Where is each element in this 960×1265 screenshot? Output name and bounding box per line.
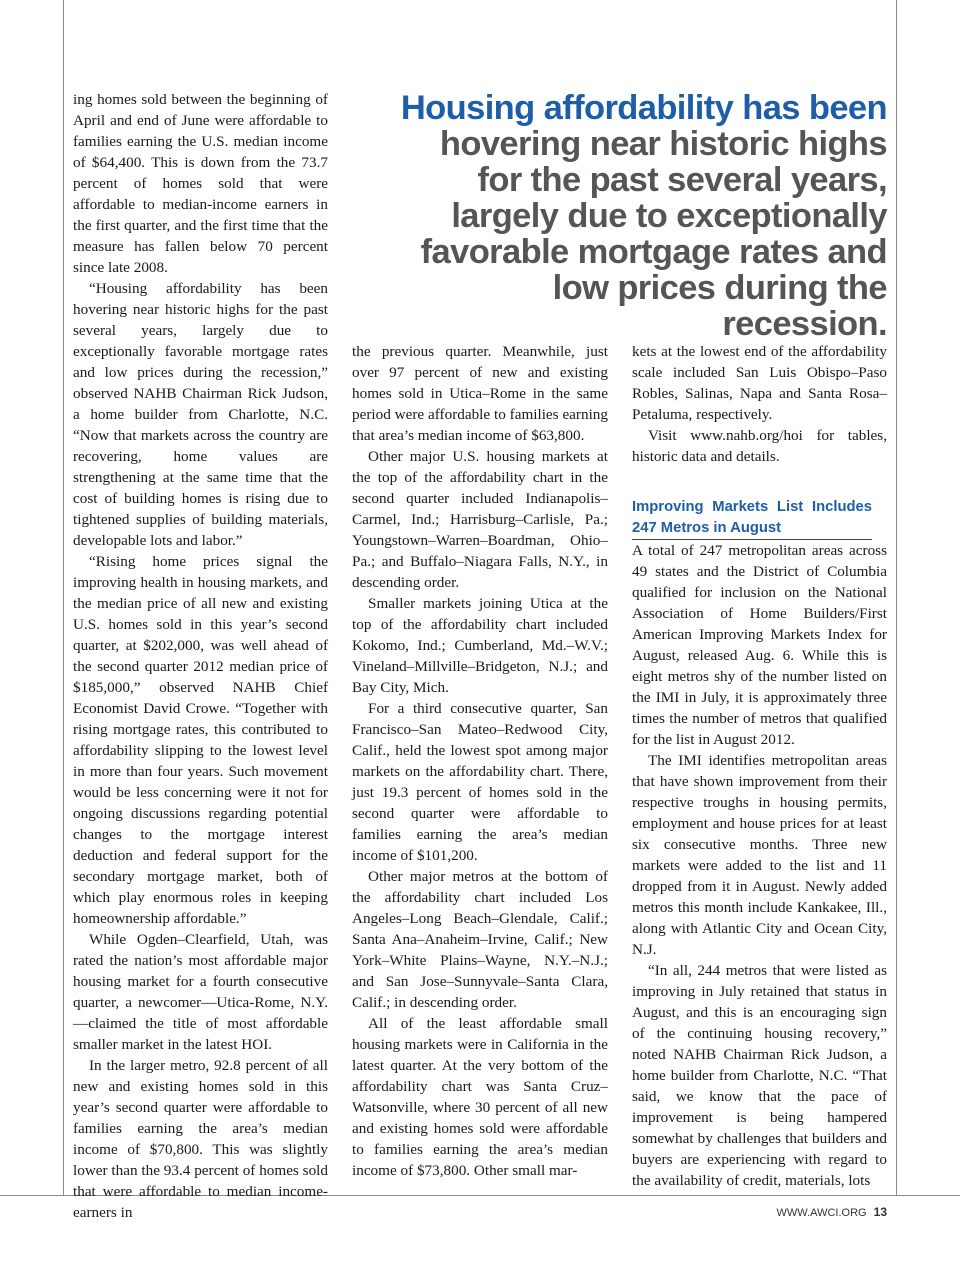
pull-quote-rest: hovering near historic highs for the past several years, largely due to exceptionally favorable mortgage rates and low prices during the recession.: [420, 125, 887, 343]
paragraph: All of the least affordable small housing markets were in California in the latest quarter. At the very bottom of the affordability chart was Santa Cruz–Watsonville, where 30 percent of all new and existing homes sold were affordable to families earning the area’s median income of $73,800. Other small mar-: [352, 1015, 608, 1179]
paragraph: ing homes sold between the beginning of April and end of June were affordable to families earning the U.S. median income of $64,400. This is down from the 73.7 percent of homes sold that were affordable to median-income earners in the first quarter, and the first time that the measure has fallen below 70 percent since late 2008.: [73, 91, 328, 276]
article-column-2: [352, 341, 608, 1181]
paragraph: kets at the lowest end of the affordability scale included San Luis Obispo–Paso Robles, Salinas, Napa and Santa Rosa–Petaluma, respectively.: [632, 343, 887, 423]
paragraph: The IMI identifies metropolitan areas that have shown improvement from their respective troughs in housing permits, employment and house prices for at least six consecutive months. Three new markets were added to the list and 11 dropped from it in August. Newly added metros this month include Kankakee, Ill., along with Atlantic City and Ocean City, N.J.: [632, 752, 887, 958]
paragraph: “Rising home prices signal the improving health in housing markets, and the median price of all new and existing U.S. homes sold in this year’s second quarter, at $202,000, was well ahead of the second quarter 2012 median price of $185,000,” observed NAHB Chief Economist David Crowe. “Together with rising mortgage rates, this contributed to affordability slipping to the lowest level in more than four years. Such movement would be less concerning were it not for ongoing discussions regarding potential changes to the mortgage interest deduction and federal support for the secondary mortgage market, both of which play enormous roles in keeping homeownership affordable.”: [73, 553, 328, 927]
paragraph: Other major U.S. housing markets at the top of the affordability chart in the second quarter included Indianapolis–Carmel, Ind.; Harrisburg–Carlisle, Pa.; Youngstown–Warren–Boardman, Ohio–Pa.; and Buffalo–Niagara Falls, N.Y., in descending order.: [352, 448, 608, 591]
footer-url: WWW.AWCI.ORG: [776, 1207, 867, 1219]
paragraph: While Ogden–Clearfield, Utah, was rated the nation’s most affordable major housing market for a fourth consecutive quarter, a newcomer—Utica-Rome, N.Y.—claimed the title of most affordable smaller market in the latest HOI.: [73, 931, 328, 1053]
paragraph: the previous quarter. Meanwhile, just over 97 percent of new and existing homes sold in Utica–Rome in the same period were affordable to families earning that area’s median income of $63,800.: [352, 343, 608, 444]
paragraph: Smaller markets joining Utica at the top of the affordability chart included Kokomo, Ind.; Cumberland, Md.–W.V.; Vineland–Millville–Bridgeton, N.J.; and Bay City, Mich.: [352, 595, 608, 696]
section-subhead: Improving Markets List Includes 247 Metros in August: [632, 497, 872, 540]
paragraph: “In all, 244 metros that were listed as improving in July retained that status in August, and this is an encouraging sign of the continuing housing recovery,” noted NAHB Chairman Rick Judson, a home builder from Charlotte, N.C. “That said, we know that the pace of improvement is being hampered somewhat by challenges that builders and buyers are experiencing with regard to the availability of credit, materials, lots: [632, 962, 887, 1189]
page-number: 13: [873, 1205, 887, 1219]
paragraph: In the larger metro, 92.8 percent of all new and existing homes sold in this year’s second quarter were affordable to families earning the area’s median income of $70,800. This was slightly lower than the 93.4 percent of homes sold that were affordable to median income-earners in: [73, 1057, 328, 1221]
article-column-3: [632, 341, 887, 1191]
paragraph: Visit www.nahb.org/hoi for tables, historic data and details.: [632, 427, 887, 465]
page-footer: [777, 1205, 887, 1219]
paragraph: For a third consecutive quarter, San Francisco–San Mateo–Redwood City, Calif., held the lowest spot among major markets on the affordability chart. There, just 19.3 percent of homes sold in the second quarter were affordable to families earning the area’s median income of $101,200.: [352, 700, 608, 864]
paragraph: “Housing affordability has been hovering near historic highs for the past several years, largely due to exceptionally favorable mortgage rates and low prices during the recession,” observed NAHB Chairman Rick Judson, a home builder from Charlotte, N.C. “Now that markets across the country are recovering, home values are strengthening at the same time that the cost of building homes is rising due to tightened supplies of building materials, developable lots and labor.”: [73, 280, 328, 549]
pull-quote-accent: Housing affordability has been: [400, 89, 887, 127]
right-margin-rule: [896, 0, 897, 1195]
pull-quote: [400, 90, 887, 342]
left-margin-rule: [63, 0, 64, 1195]
paragraph: Other major metros at the bottom of the affordability chart included Los Angeles–Long Beach–Glendale, Calif.; Santa Ana–Anaheim–Irvine, Calif.; New York–White Plains–Wayne, N.Y.–N.J.; and San Jose–Sunnyvale–Santa Clara, Calif.; in descending order.: [352, 868, 608, 1011]
paragraph: A total of 247 metropolitan areas across 49 states and the District of Columbia qualified for inclusion on the National Association of Home Builders/First American Improving Markets Index for August, released Aug. 6. While this is eight metros shy of the number listed on the IMI in July, it is approximately three times the number of metros that qualified for the list in August 2012.: [632, 542, 887, 748]
article-column-1: [73, 89, 328, 1223]
